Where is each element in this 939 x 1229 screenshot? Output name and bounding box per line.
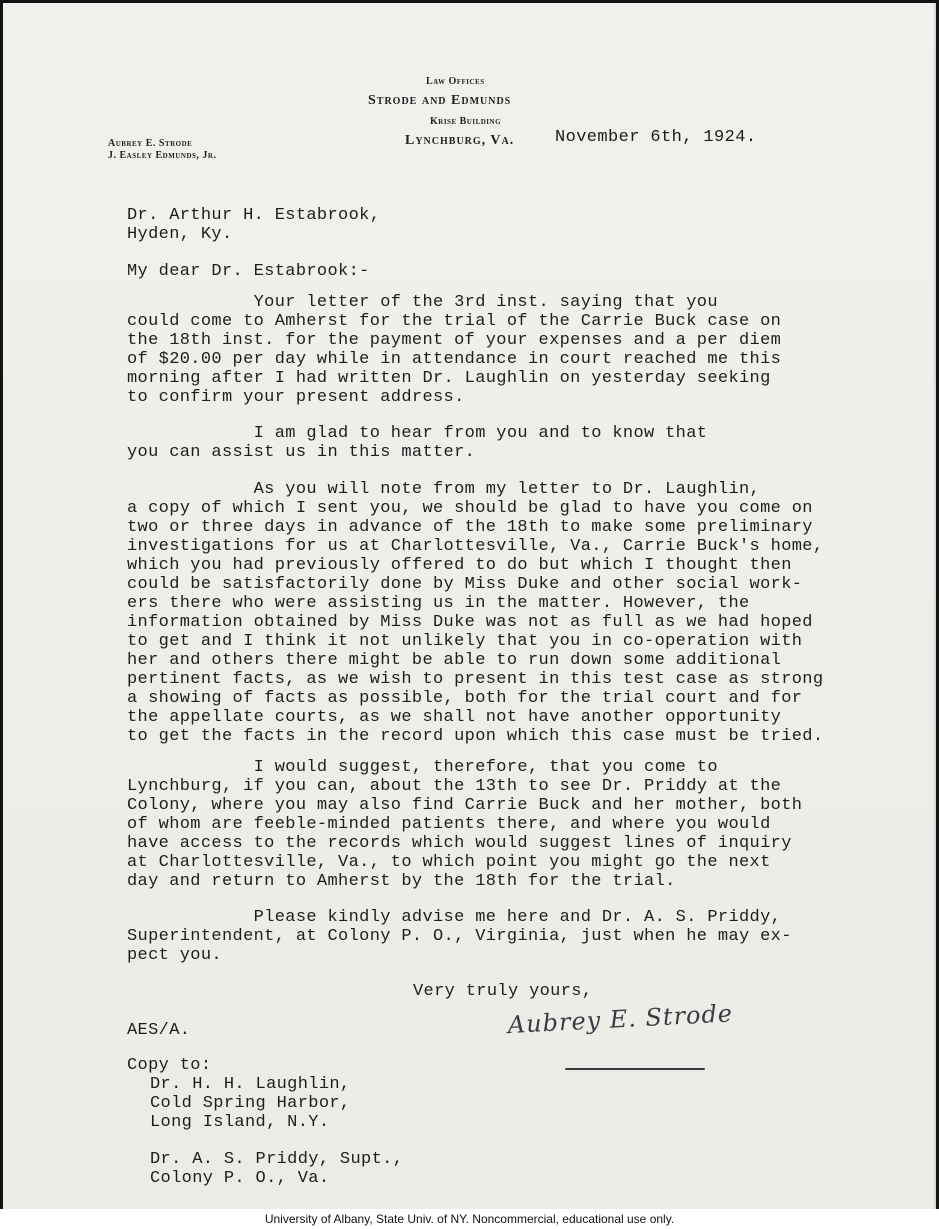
body-line: pect you. (127, 946, 222, 965)
addressee-line: Dr. Arthur H. Estabrook, (127, 206, 381, 225)
body-line: could come to Amherst for the trial of the Carrie Buck case on (127, 312, 782, 331)
body-line: day and return to Amherst by the 18th for the trial. (127, 872, 676, 891)
body-line: at Charlottesville, Va., to which point you might go the next (127, 853, 771, 872)
letterhead-building: Krise Building (430, 116, 502, 127)
body-line: Superintendent, at Colony P. O., Virginia, just when he may ex- (127, 927, 792, 946)
body-line: the 18th inst. for the payment of your expenses and a per diem (127, 331, 782, 350)
body-line: you can assist us in this matter. (127, 443, 476, 462)
usage-footer: University of Albany, State Univ. of NY. Noncommercial, educational use only. (0, 1209, 939, 1229)
body-line: of $20.00 per day while in attendance in court reached me this (127, 350, 782, 369)
letterhead-city: Lynchburg, Va. (405, 133, 515, 148)
body-line: her and others there might be able to run down some additional (127, 651, 782, 670)
body-line: ers there who were assisting us in the matter. However, the (127, 594, 750, 613)
copy-recipient-line: Long Island, N.Y. (150, 1113, 330, 1132)
body-line: a copy of which I sent you, we should be glad to have you come on (127, 499, 813, 518)
addressee-line: Hyden, Ky. (127, 225, 233, 244)
body-line: morning after I had written Dr. Laughlin on yesterday seeking (127, 369, 771, 388)
body-line: have access to the records which would suggest lines of inquiry (127, 834, 792, 853)
letterhead-partner-2: J. Easley Edmunds, Jr. (108, 150, 217, 161)
letterhead-partner-1: Aubrey E. Strode (108, 138, 193, 149)
body-line: As you will note from my letter to Dr. Laughlin, (127, 480, 761, 499)
body-line: investigations for us at Charlottesville, Va., Carrie Buck's home, (127, 537, 824, 556)
copy-recipient-line: Dr. H. H. Laughlin, (150, 1075, 351, 1094)
signature-underline (565, 1068, 705, 1070)
body-line: of whom are feeble-minded patients there, and where you would (127, 815, 771, 834)
body-line: pertinent facts, as we wish to present in this test case as strong (127, 670, 824, 689)
body-line: two or three days in advance of the 18th to make some preliminary (127, 518, 813, 537)
body-line: Colony, where you may also find Carrie Buck and her mother, both (127, 796, 803, 815)
copy-recipient-line: Dr. A. S. Priddy, Supt., (150, 1150, 404, 1169)
body-line: to confirm your present address. (127, 388, 465, 407)
body-line: could be satisfactorily done by Miss Duke and other social work- (127, 575, 803, 594)
letterhead-firm-name: Strode and Edmunds (368, 93, 512, 108)
body-line: Lynchburg, if you can, about the 13th to see Dr. Priddy at the (127, 777, 782, 796)
salutation: My dear Dr. Estabrook:- (127, 262, 370, 281)
copy-recipient-line: Cold Spring Harbor, (150, 1094, 351, 1113)
body-line: I am glad to hear from you and to know that (127, 424, 708, 443)
body-line: Your letter of the 3rd inst. saying that you (127, 293, 718, 312)
body-line: to get the facts in the record upon which this case must be tried. (127, 727, 824, 746)
closing: Very truly yours, (413, 982, 593, 1001)
body-line: information obtained by Miss Duke was not as full as we had hoped (127, 613, 813, 632)
body-line: Please kindly advise me here and Dr. A. S. Priddy, (127, 908, 782, 927)
copy-recipient-line: Colony P. O., Va. (150, 1169, 330, 1188)
body-line: a showing of facts as possible, both for the trial court and for (127, 689, 803, 708)
copy-to-label: Copy to: (127, 1056, 212, 1075)
body-line: the appellate courts, as we shall not have another opportunity (127, 708, 782, 727)
letter-date: November 6th, 1924. (555, 128, 757, 147)
signature: Aubrey E. Strode (507, 999, 734, 1040)
initials: AES/A. (127, 1021, 191, 1040)
body-line: to get and I think it not unlikely that you in co-operation with (127, 632, 803, 651)
letterhead-law-offices: Law Offices (426, 76, 485, 87)
body-line: which you had previously offered to do but which I thought then (127, 556, 792, 575)
body-line: I would suggest, therefore, that you come to (127, 758, 718, 777)
